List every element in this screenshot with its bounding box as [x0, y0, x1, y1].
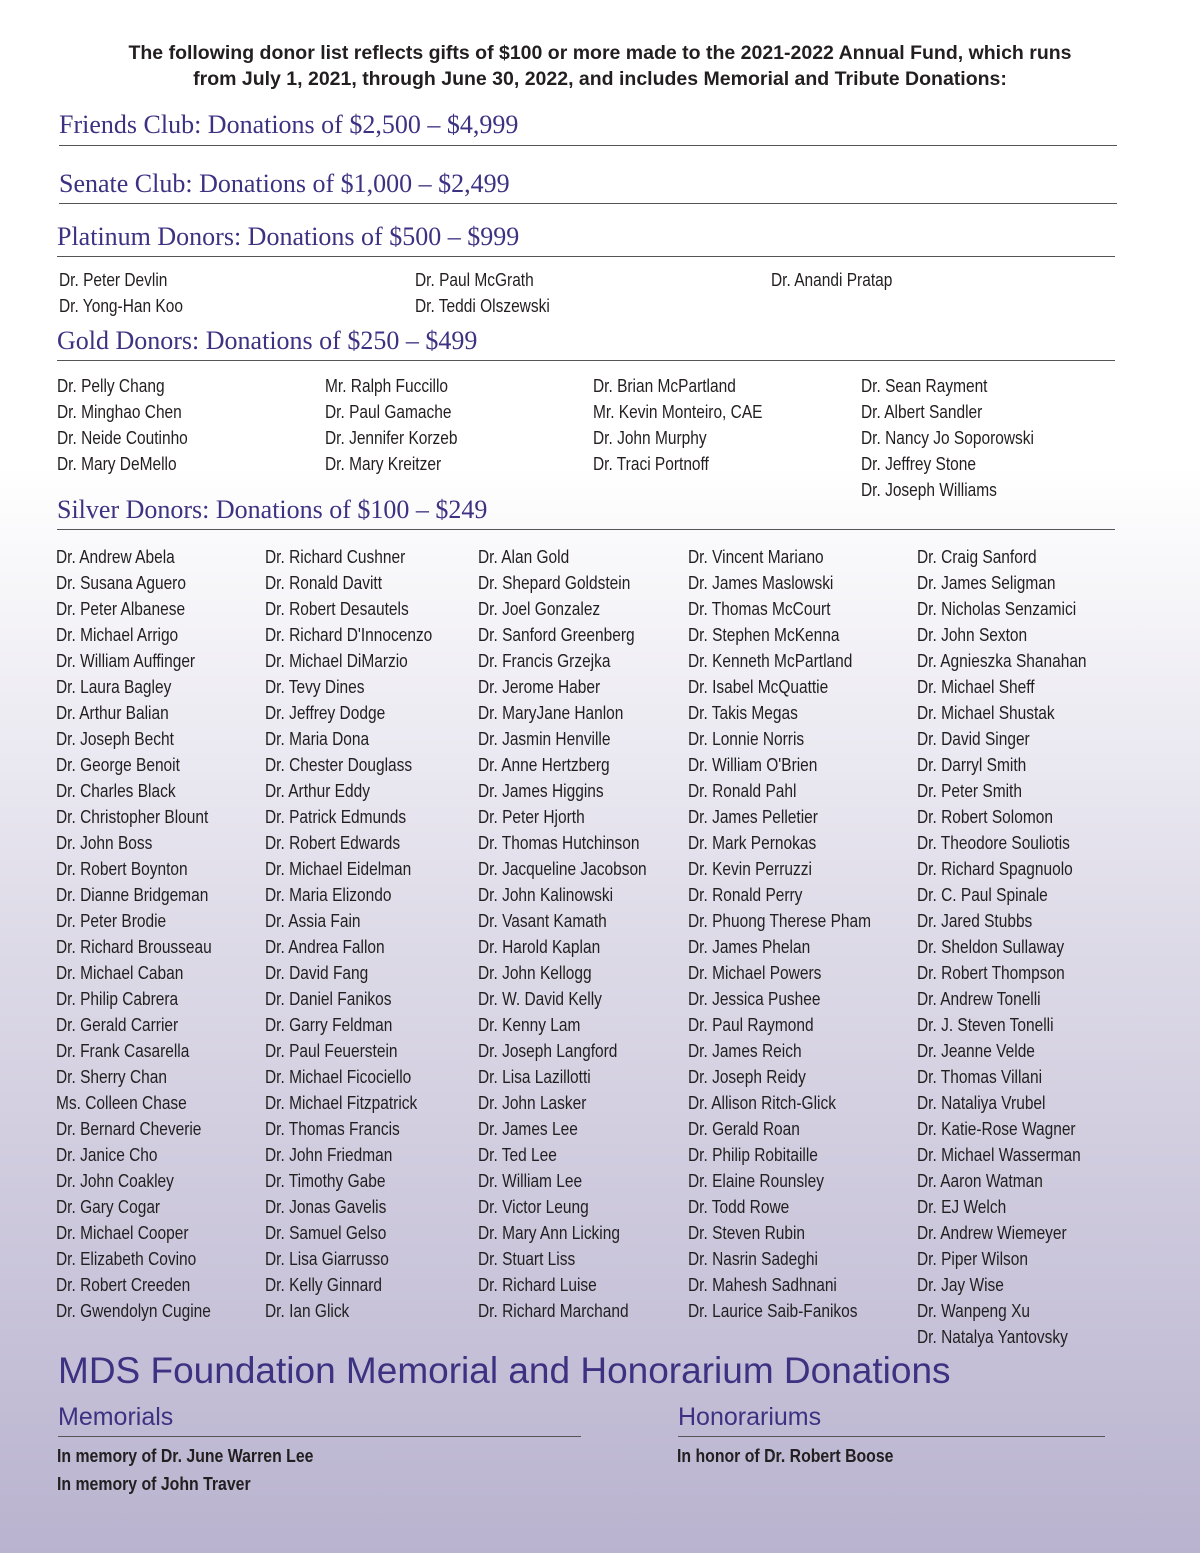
- donor-name: Dr. Elizabeth Covino: [56, 1249, 197, 1269]
- donor-name: Dr. James Reich: [688, 1041, 802, 1061]
- donor-name: Dr. Richard Luise: [478, 1275, 597, 1295]
- donor-name: Dr. Kevin Perruzzi: [688, 859, 812, 879]
- donor-name: Dr. Richard Cushner: [265, 547, 406, 567]
- silver-column-1: [56, 544, 237, 1324]
- intro-line-2: from July 1, 2021, through June 30, 2022, and includes Memorial and Tribute Donations:: [193, 68, 1007, 90]
- platinum-column-3: [771, 267, 912, 293]
- donor-name: Dr. James Phelan: [688, 937, 811, 957]
- donor-name: Dr. Jacqueline Jacobson: [478, 859, 647, 879]
- donor-name: Dr. Phuong Therese Pham: [688, 911, 872, 931]
- silver-heading: Silver Donors: Donations of $100 – $249: [57, 495, 488, 524]
- donor-name: Dr. Joseph Langford: [478, 1041, 618, 1061]
- gold-column-2: [325, 373, 479, 477]
- silver-column-2: [265, 544, 460, 1324]
- donor-name: Dr. Paul Raymond: [688, 1015, 814, 1035]
- donor-name: Dr. David Singer: [917, 729, 1030, 749]
- donor-name: Dr. Sherry Chan: [56, 1067, 167, 1087]
- donor-name: Dr. Michael Powers: [688, 963, 822, 983]
- donor-name: Dr. Steven Rubin: [688, 1223, 806, 1243]
- donor-name: Dr. Michael Shustak: [917, 703, 1055, 723]
- silver-column-3: [478, 544, 674, 1324]
- donor-name: Dr. Sheldon Sullaway: [917, 937, 1065, 957]
- donor-name: Mr. Ralph Fuccillo: [325, 376, 449, 396]
- donor-name: Dr. Philip Cabrera: [56, 989, 179, 1009]
- platinum-column-2: [415, 267, 572, 319]
- donor-name: Dr. Richard Brousseau: [56, 937, 212, 957]
- gold-column-3: [593, 373, 790, 477]
- donor-name: Dr. Michael Arrigo: [56, 625, 179, 645]
- donor-name: Dr. George Benoit: [56, 755, 180, 775]
- donor-name: Dr. Peter Brodie: [56, 911, 167, 931]
- donor-name: Dr. Thomas Francis: [265, 1119, 400, 1139]
- donor-name: Dr. John Kalinowski: [478, 885, 614, 905]
- friends-club-heading: Friends Club: Donations of $2,500 – $4,999: [59, 110, 519, 139]
- donor-name: Dr. Peter Devlin: [59, 270, 168, 290]
- donor-name: Dr. Nasrin Sadeghi: [688, 1249, 818, 1269]
- donor-name: Dr. Ronald Perry: [688, 885, 803, 905]
- donor-name: Dr. Victor Leung: [478, 1197, 589, 1217]
- donor-name: Dr. Laura Bagley: [56, 677, 172, 697]
- donor-name: Dr. Joseph Reidy: [688, 1067, 806, 1087]
- gold-column-4: [861, 373, 1062, 503]
- donor-name: Dr. Jonas Gavelis: [265, 1197, 387, 1217]
- donor-name: Dr. Michael Fitzpatrick: [265, 1093, 418, 1113]
- donor-name: Dr. John Friedman: [265, 1145, 393, 1165]
- donor-name: Dr. Gerald Roan: [688, 1119, 800, 1139]
- donor-name: Dr. Jared Stubbs: [917, 911, 1033, 931]
- friends-club-rule: [59, 145, 1117, 146]
- donor-name: Dr. Joseph Williams: [861, 480, 997, 500]
- donor-name: Dr. Peter Hjorth: [478, 807, 585, 827]
- donor-name: Dr. Jennifer Korzeb: [325, 428, 458, 448]
- donor-name: Dr. Maria Dona: [265, 729, 370, 749]
- platinum-column-1: [59, 267, 203, 319]
- donor-name: Dr. Craig Sanford: [917, 547, 1037, 567]
- donor-name: Dr. Robert Thompson: [917, 963, 1065, 983]
- intro-line-1: The following donor list reflects gifts of $100 or more made to the 2021-2022 Annual Fund, which runs: [128, 42, 1072, 64]
- donor-name: Dr. Lisa Lazillotti: [478, 1067, 591, 1087]
- donor-name: Dr. Stuart Liss: [478, 1249, 576, 1269]
- donor-name: Ms. Colleen Chase: [56, 1093, 187, 1113]
- silver-column-4: [688, 544, 901, 1324]
- donor-name: Dr. Chester Douglass: [265, 755, 413, 775]
- donor-name: Dr. Theodore Souliotis: [917, 833, 1070, 853]
- donor-name: Dr. Susana Aguero: [56, 573, 186, 593]
- donor-name: Dr. Pelly Chang: [57, 376, 165, 396]
- donor-name: Dr. James Maslowski: [688, 573, 834, 593]
- platinum-rule: [57, 256, 1115, 257]
- donor-name: Dr. Katie-Rose Wagner: [917, 1119, 1076, 1139]
- donor-name: Dr. James Higgins: [478, 781, 604, 801]
- donor-name: Dr. MaryJane Hanlon: [478, 703, 624, 723]
- donor-name: Dr. William Auffinger: [56, 651, 196, 671]
- donor-name: Dr. Anne Hertzberg: [478, 755, 610, 775]
- donor-name: Dr. John Murphy: [593, 428, 707, 448]
- gold-rule: [57, 360, 1115, 361]
- donor-name: Dr. Bernard Cheverie: [56, 1119, 202, 1139]
- donor-name: Dr. Andrew Abela: [56, 547, 175, 567]
- donor-name: Dr. Francis Grzejka: [478, 651, 611, 671]
- donor-name: Dr. Laurice Saib-Fanikos: [688, 1301, 858, 1321]
- donor-name: Dr. Andrew Tonelli: [917, 989, 1041, 1009]
- memorials-rule: [58, 1436, 581, 1437]
- donor-name: Dr. Takis Megas: [688, 703, 798, 723]
- donor-name: Dr. Ronald Davitt: [265, 573, 383, 593]
- donor-name: Dr. Alan Gold: [478, 547, 570, 567]
- donor-name: Dr. Thomas McCourt: [688, 599, 831, 619]
- donor-name: Dr. Tevy Dines: [265, 677, 365, 697]
- donor-name: Dr. Mary DeMello: [57, 454, 177, 474]
- donor-name: Dr. Thomas Villani: [917, 1067, 1043, 1087]
- donor-name: Dr. Ronald Pahl: [688, 781, 797, 801]
- donor-name: Dr. Gerald Carrier: [56, 1015, 179, 1035]
- donor-name: Dr. Richard Marchand: [478, 1301, 629, 1321]
- donor-name: Dr. Michael Wasserman: [917, 1145, 1081, 1165]
- donor-name: Dr. Teddi Olszewski: [415, 296, 550, 316]
- donor-name: Dr. Gwendolyn Cugine: [56, 1301, 211, 1321]
- donor-name: Dr. Elaine Rounsley: [688, 1171, 824, 1191]
- donor-name: Dr. John Kellogg: [478, 963, 592, 983]
- donor-name: Dr. Charles Black: [56, 781, 176, 801]
- donor-name: Dr. J. Steven Tonelli: [917, 1015, 1054, 1035]
- donor-name: Dr. Michael Ficociello: [265, 1067, 412, 1087]
- donor-name: Dr. Vasant Kamath: [478, 911, 607, 931]
- donor-name: Dr. Mark Pernokas: [688, 833, 817, 853]
- memorial-item: In memory of Dr. June Warren Lee: [57, 1446, 314, 1466]
- donor-name: Dr. Harold Kaplan: [478, 937, 601, 957]
- donor-name: Dr. James Seligman: [917, 573, 1056, 593]
- donor-name: Dr. Stephen McKenna: [688, 625, 840, 645]
- donor-name: Dr. Minghao Chen: [57, 402, 182, 422]
- donor-name: Dr. John Lasker: [478, 1093, 587, 1113]
- donor-name: Dr. Joel Gonzalez: [478, 599, 601, 619]
- silver-column-5: [917, 544, 1114, 1350]
- donor-name: Dr. Timothy Gabe: [265, 1171, 386, 1191]
- donor-name: Dr. Peter Smith: [917, 781, 1022, 801]
- donor-name: Dr. Traci Portnoff: [593, 454, 709, 474]
- donor-name: Dr. Mary Ann Licking: [478, 1223, 620, 1243]
- donor-name: Dr. Dianne Bridgeman: [56, 885, 209, 905]
- gold-heading: Gold Donors: Donations of $250 – $499: [57, 326, 478, 355]
- donor-name: Dr. Arthur Balian: [56, 703, 169, 723]
- donor-name: Dr. Neide Coutinho: [57, 428, 188, 448]
- donor-name: Dr. Joseph Becht: [56, 729, 174, 749]
- donor-name: Dr. W. David Kelly: [478, 989, 602, 1009]
- silver-rule: [57, 529, 1115, 530]
- donor-name: Dr. Robert Boynton: [56, 859, 188, 879]
- donor-name: Dr. Garry Feldman: [265, 1015, 393, 1035]
- donor-name: Dr. Jay Wise: [917, 1275, 1004, 1295]
- donor-name: Dr. Gary Cogar: [56, 1197, 161, 1217]
- donor-name: Dr. Jeffrey Dodge: [265, 703, 386, 723]
- donor-name: Dr. John Boss: [56, 833, 153, 853]
- donor-name: Dr. Jerome Haber: [478, 677, 601, 697]
- donor-name: Dr. Todd Rowe: [688, 1197, 790, 1217]
- donor-name: Dr. Assia Fain: [265, 911, 361, 931]
- donor-name: Dr. Allison Ritch-Glick: [688, 1093, 836, 1113]
- donor-name: Dr. James Lee: [478, 1119, 578, 1139]
- donor-name: Dr. Maria Elizondo: [265, 885, 392, 905]
- donor-name: Dr. Richard D'Innocenzo: [265, 625, 433, 645]
- honorarium-item: In honor of Dr. Robert Boose: [677, 1446, 894, 1466]
- donor-name: Dr. Mahesh Sadhnani: [688, 1275, 837, 1295]
- honorariums-heading: Honorariums: [678, 1403, 822, 1431]
- donor-name: Dr. Patrick Edmunds: [265, 807, 407, 827]
- donor-name: Dr. Brian McPartland: [593, 376, 736, 396]
- donor-name: Dr. Christopher Blount: [56, 807, 209, 827]
- donor-name: Dr. EJ Welch: [917, 1197, 1007, 1217]
- donor-name: Dr. Michael Caban: [56, 963, 184, 983]
- donor-name: Dr. Sean Rayment: [861, 376, 988, 396]
- donor-name: Dr. Robert Edwards: [265, 833, 401, 853]
- donor-name: Mr. Kevin Monteiro, CAE: [593, 402, 763, 422]
- senate-club-heading: Senate Club: Donations of $1,000 – $2,499: [59, 169, 510, 198]
- memorial-title: MDS Foundation Memorial and Honorarium Donations: [58, 1350, 951, 1391]
- honorariums-rule: [678, 1436, 1105, 1437]
- donor-name: Dr. Isabel McQuattie: [688, 677, 829, 697]
- donor-name: Dr. Albert Sandler: [861, 402, 983, 422]
- donor-name: Dr. Nicholas Senzamici: [917, 599, 1077, 619]
- donor-name: Dr. Kenny Lam: [478, 1015, 581, 1035]
- memorial-item: In memory of John Traver: [57, 1474, 251, 1494]
- donor-name: Dr. Andrea Fallon: [265, 937, 385, 957]
- donor-name: Dr. Richard Spagnuolo: [917, 859, 1073, 879]
- donor-name: Dr. John Coakley: [56, 1171, 174, 1191]
- memorials-heading: Memorials: [58, 1403, 174, 1431]
- donor-name: Dr. Agnieszka Shanahan: [917, 651, 1087, 671]
- donor-name: Dr. Robert Creeden: [56, 1275, 191, 1295]
- donor-name: Dr. Sanford Greenberg: [478, 625, 635, 645]
- donor-name: Dr. Darryl Smith: [917, 755, 1027, 775]
- donor-name: Dr. Michael Sheff: [917, 677, 1035, 697]
- donor-name: Dr. Arthur Eddy: [265, 781, 370, 801]
- donor-name: Dr. Michael Eidelman: [265, 859, 412, 879]
- senate-club-rule: [59, 203, 1117, 204]
- donor-name: Dr. Jeffrey Stone: [861, 454, 977, 474]
- donor-name: Dr. Michael DiMarzio: [265, 651, 408, 671]
- donor-name: Dr. Lonnie Norris: [688, 729, 805, 749]
- gold-column-1: [57, 373, 209, 477]
- donor-name: Dr. Samuel Gelso: [265, 1223, 387, 1243]
- intro-text: [40, 40, 1160, 92]
- donor-name: Dr. Anandi Pratap: [771, 270, 893, 290]
- donor-name: Dr. Kelly Ginnard: [265, 1275, 383, 1295]
- donor-name: Dr. Jeanne Velde: [917, 1041, 1035, 1061]
- donor-name: Dr. William Lee: [478, 1171, 583, 1191]
- donor-name: Dr. John Sexton: [917, 625, 1028, 645]
- donor-name: Dr. Paul McGrath: [415, 270, 534, 290]
- donor-name: Dr. Janice Cho: [56, 1145, 158, 1165]
- donor-name: Dr. Robert Solomon: [917, 807, 1053, 827]
- donor-name: Dr. Andrew Wiemeyer: [917, 1223, 1067, 1243]
- donor-name: Dr. Philip Robitaille: [688, 1145, 818, 1165]
- donor-name: Dr. Frank Casarella: [56, 1041, 190, 1061]
- donor-name: Dr. Aaron Watman: [917, 1171, 1043, 1191]
- donor-name: Dr. William O'Brien: [688, 755, 818, 775]
- donor-name: Dr. Yong-Han Koo: [59, 296, 183, 316]
- donor-name: Dr. Ted Lee: [478, 1145, 557, 1165]
- donor-name: Dr. Robert Desautels: [265, 599, 409, 619]
- donor-name: Dr. Natalya Yantovsky: [917, 1327, 1068, 1347]
- donor-name: Dr. Thomas Hutchinson: [478, 833, 640, 853]
- donor-name: Dr. Peter Albanese: [56, 599, 186, 619]
- donor-name: Dr. Michael Cooper: [56, 1223, 189, 1243]
- donor-name: Dr. Lisa Giarrusso: [265, 1249, 389, 1269]
- donor-name: Dr. Ian Glick: [265, 1301, 350, 1321]
- platinum-heading: Platinum Donors: Donations of $500 – $999: [57, 222, 520, 251]
- donor-name: Dr. David Fang: [265, 963, 369, 983]
- donor-name: Dr. Piper Wilson: [917, 1249, 1028, 1269]
- donor-name: Dr. C. Paul Spinale: [917, 885, 1048, 905]
- donor-name: Dr. Wanpeng Xu: [917, 1301, 1031, 1321]
- donor-name: Dr. Vincent Mariano: [688, 547, 824, 567]
- donor-name: Dr. James Pelletier: [688, 807, 818, 827]
- donor-name: Dr. Mary Kreitzer: [325, 454, 442, 474]
- donor-name: Dr. Jessica Pushee: [688, 989, 821, 1009]
- donor-name: Dr. Nancy Jo Soporowski: [861, 428, 1034, 448]
- donor-name: Dr. Jasmin Henville: [478, 729, 611, 749]
- donor-name: Dr. Paul Gamache: [325, 402, 452, 422]
- donor-name: Dr. Shepard Goldstein: [478, 573, 631, 593]
- donor-name: Dr. Nataliya Vrubel: [917, 1093, 1046, 1113]
- donor-name: Dr. Paul Feuerstein: [265, 1041, 398, 1061]
- donor-name: Dr. Daniel Fanikos: [265, 989, 392, 1009]
- donor-name: Dr. Kenneth McPartland: [688, 651, 853, 671]
